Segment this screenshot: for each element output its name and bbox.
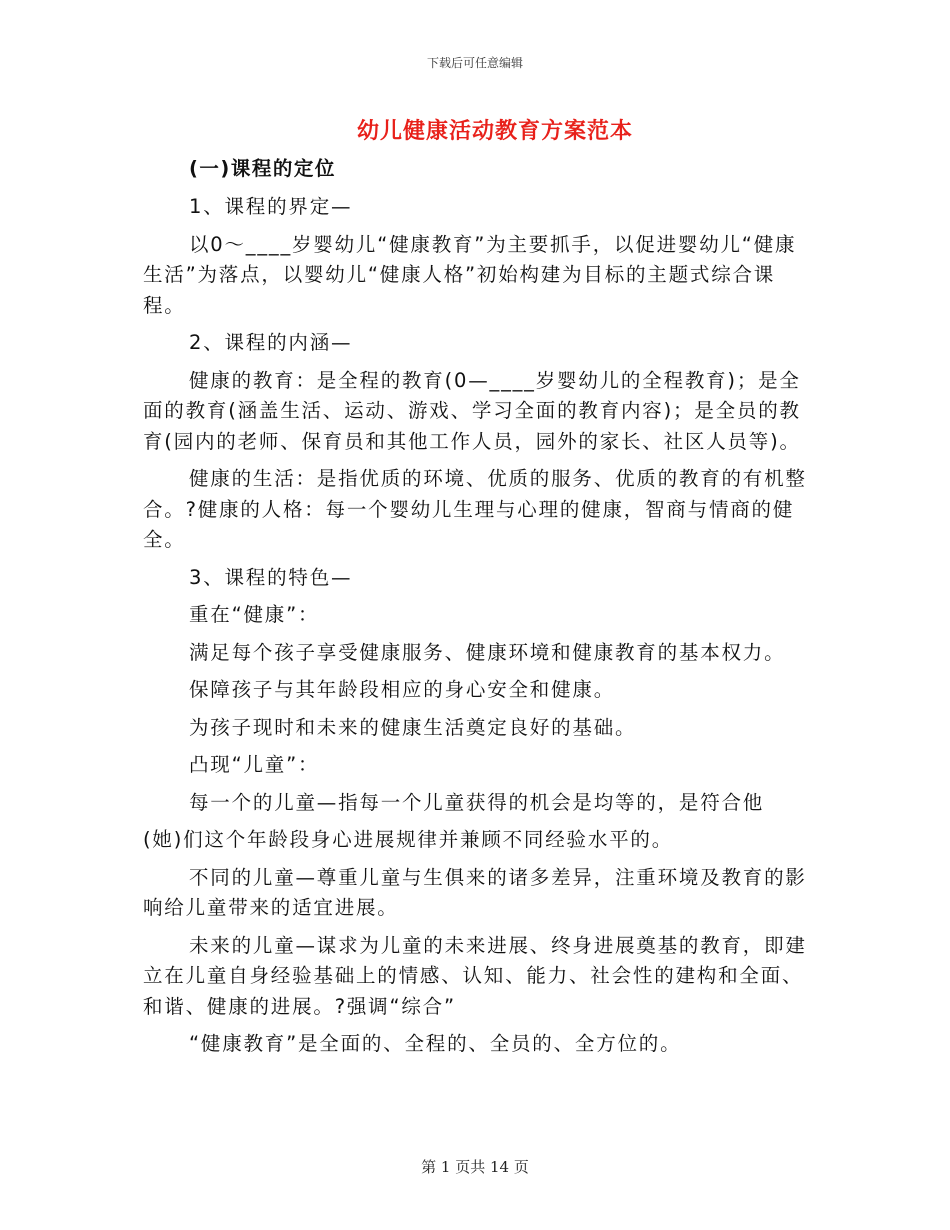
- paragraph: 重在“健康”：: [189, 603, 320, 626]
- page-footer: 第 1 页共 14 页: [421, 1158, 529, 1176]
- paragraph: (她)们这个年龄段身心进展规律并兼顾不同经验水平的。: [143, 828, 674, 851]
- paragraph: 3、课程的特色—: [189, 565, 353, 589]
- paragraph: 不同的儿童—尊重儿童与生俱来的诸多差异，注重环境及教育的影响给儿童带来的适宜进展。: [143, 865, 807, 919]
- paragraph: 2、课程的内涵—: [189, 331, 353, 354]
- paragraph: 为孩子现时和未来的健康生活奠定良好的基础。: [189, 715, 637, 739]
- paragraph: 未来的儿童—谋求为儿童的未来进展、终身进展奠基的教育，即建立在儿童自身经验基础上的情感、认知、能力、社会性的建构和全面、和谐、健康的进展。?强调“综合”: [143, 933, 807, 1018]
- paragraph: 每一个的儿童—指每一个儿童获得的机会是均等的，是符合他: [189, 790, 765, 814]
- document-body: [143, 154, 813, 1067]
- paragraph: 1、课程的界定—: [189, 195, 353, 218]
- paragraph: 保障孩子与其年龄段相应的身心安全和健康。: [189, 678, 616, 701]
- paragraph: 健康的教育：是全程的教育(0—____岁婴幼儿的全程教育)；是全面的教育(涵盖生活、运动、游戏、学习全面的教育内容)；是全员的教育(园内的老师、保育员和其他工作人员，园外的家长、社区人员等)。: [143, 368, 801, 453]
- section-heading: (一)课程的定位: [189, 157, 336, 180]
- header-note: 下载后可任意编辑: [426, 56, 523, 70]
- document-title: 幼儿健康活动教育方案范本: [356, 118, 633, 144]
- paragraph: 凸现“儿童”：: [189, 753, 320, 776]
- paragraph: “健康教育”是全面的、全程的、全员的、全方位的。: [189, 1032, 682, 1055]
- paragraph: 以0～____岁婴幼儿“健康教育”为主要抓手，以促进婴幼儿“健康生活”为落点，以婴幼儿“健康人格”初始构建为目标的主题式综合课程。: [143, 232, 797, 317]
- paragraph: 满足每个孩子享受健康服务、健康环境和健康教育的基本权力。: [189, 640, 786, 664]
- paragraph: 健康的生活：是指优质的环境、优质的服务、优质的教育的有机整合。?健康的人格：每一个婴幼儿生理与心理的健康，智商与情商的健全。: [143, 467, 807, 551]
